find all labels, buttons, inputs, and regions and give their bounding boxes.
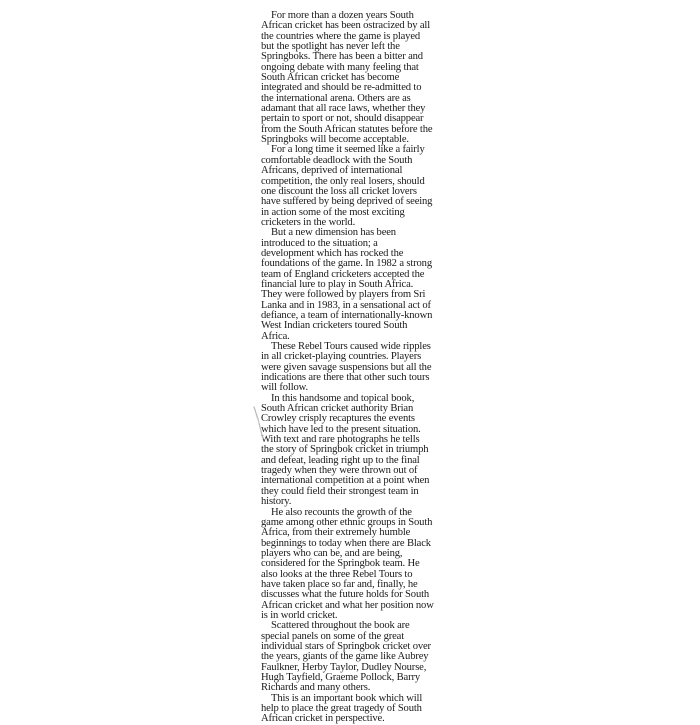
blurb-paragraph: He also recounts the growth of the game among other ethnic groups in South Africa, from their extremely humble beginnings to today when there are Black players who can be, and are being, considered for the Springbok team. He also looks at the three Rebel Tours to have taken place so far and, finally, he discusses what the future holds for South African cricket and what her position now is in world cricket. — [261, 506, 434, 621]
blurb-paragraph: But a new dimension has been introduced to the situation; a development which has rocked the foundations of the game. In 1982 a strong team of England cricketers accepted the financial lure to play in South Africa. They were followed by players from Sri Lanka and in 1983, in a sensational act of defiance, a team of internationally-known West Indian cricketers toured South Africa. — [261, 227, 433, 342]
blurb-paragraph: In this handsome and topical book, South African cricket authority Brian Crowley crisply recaptures the events which have led to the present situation. With text and rare photographs he tells the story of Springbok cricket in triumph and defeat, leading right up to the final tragedy when they were thrown out of international competition at a point when they could field their strongest team in history. — [261, 392, 430, 508]
blurb-paragraph: This is an important book which will help to place the great tragedy of South African cricket in perspective. — [261, 692, 423, 725]
blurb-paragraph: For more than a dozen years South African cricket has been ostracized by all the countries where the game is played but the spotlight has never left the Springboks. There has been a bitter and ongoing debate with many feeling that South African cricket has become integrated and should be re-admitted to the international arena. Others are as adamant that all race laws, whether they pertain to sport or not, should disappear from the South African statutes before the Springboks will become acceptable. — [261, 10, 433, 146]
blurb-paragraph: For a long time it seemed like a fairly comfortable deadlock with the South Africans, deprived of international competition, the only real losers, should one discount the loss all cricket lovers have suffered by being deprived of seeing in action some of the most exciting cricketers in the world. — [261, 144, 433, 228]
blurb-text-column — [261, 11, 444, 725]
blurb-paragraph: These Rebel Tours caused wide ripples in all cricket-playing countries. Players were given savage suspensions but all the indications are there that other such tours will follow. — [261, 341, 432, 394]
paper-scratch-mark — [252, 405, 266, 445]
blurb-paragraph: Scattered throughout the book are special panels on some of the great individual stars of Springbok cricket over the years, giants of the game like Aubrey Faulkner, Herby Taylor, Dudley Nourse, Hugh Tayfield, Graeme Pollock, Barry Richards and many others. — [261, 620, 431, 694]
